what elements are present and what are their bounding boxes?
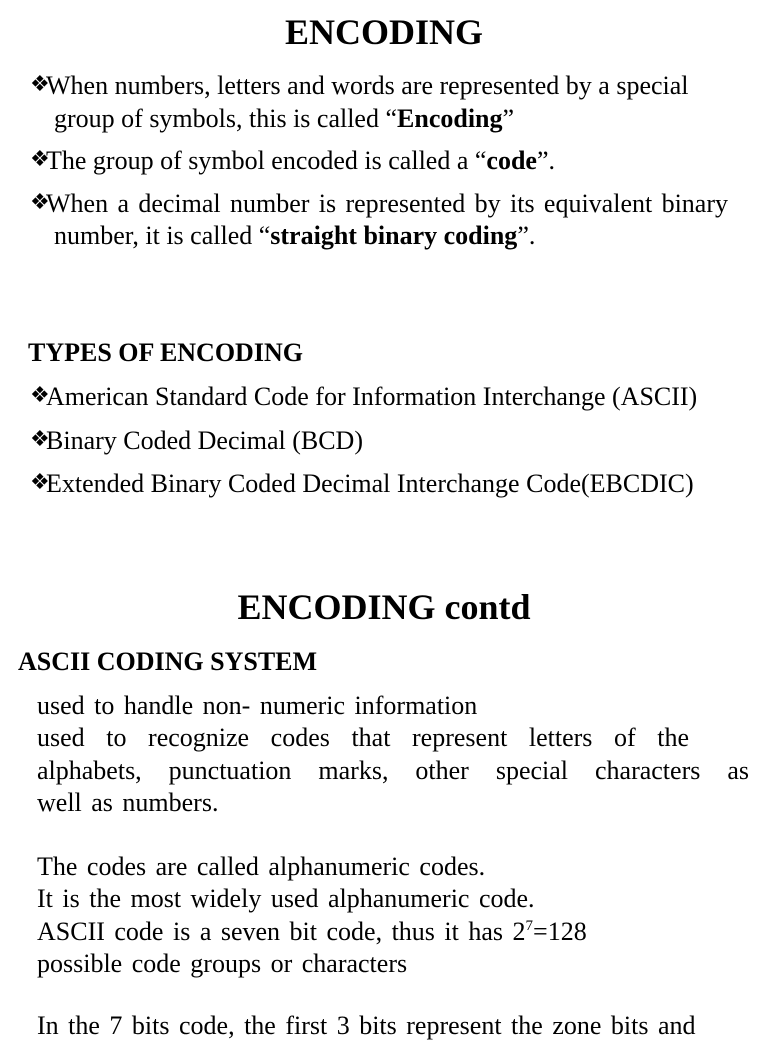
bullet-text: Extended Binary Coded Decimal Interchange Code(EBCDIC) — [46, 469, 694, 498]
list-item — [28, 468, 728, 501]
types-of-encoding-heading: TYPES OF ENCODING — [28, 338, 303, 367]
diamond-bullet-icon: ❖ — [30, 469, 50, 494]
paragraph-line: It is the most widely used alphanumeric code. — [37, 884, 535, 914]
list-item — [28, 70, 728, 135]
list-item — [28, 188, 728, 253]
diamond-bullet-icon: ❖ — [30, 71, 50, 96]
diamond-bullet-icon: ❖ — [30, 188, 50, 214]
paragraph-line: ASCII code is a seven bit code, thus it has $2^7=128$ — [37, 916, 587, 946]
slide-title-encoding-contd: ENCODING contd — [237, 587, 531, 627]
paragraph-line: used to handle non- numeric information — [37, 691, 478, 720]
encoding-definition-list — [28, 70, 728, 263]
list-item — [28, 145, 728, 178]
encoding-types-list — [28, 381, 728, 511]
paragraph-line: used to recognize codes that represent letters of the — [37, 723, 689, 753]
slide-title-encoding: ENCODING — [284, 12, 484, 52]
bullet-text: When numbers, letters and words are represented by a special group of symbols, this is called “Encoding” — [46, 71, 689, 133]
ascii-usage-paragraph — [37, 690, 749, 819]
bullet-text: Binary Coded Decimal (BCD) — [46, 425, 363, 455]
paragraph-line: The codes are called alphanumeric codes. — [37, 852, 486, 881]
paragraph-line: In the 7 bits code, the first 3 bits represent the zone bits and — [37, 1011, 696, 1040]
paragraph-line: possible code groups or characters — [37, 948, 408, 978]
paragraph-line: well as numbers. — [37, 787, 219, 817]
diamond-bullet-icon: ❖ — [30, 146, 50, 171]
paragraph-line: alphabets, punctuation marks, other special characters as — [37, 755, 749, 785]
diamond-bullet-icon: ❖ — [30, 425, 50, 451]
ascii-coding-system-heading: ASCII CODING SYSTEM — [18, 647, 318, 676]
alphanumeric-code-paragraph — [37, 851, 749, 980]
bullet-text: When a decimal number is represented by its equivalent binary number, it is called “straight binary coding”. — [46, 188, 728, 250]
bullet-text: American Standard Code for Information Interchange (ASCII) — [46, 382, 698, 411]
seven-bit-code-paragraph — [37, 1010, 749, 1042]
bullet-text: The group of symbol encoded is called a “code”. — [46, 146, 556, 175]
list-item — [28, 425, 728, 458]
diamond-bullet-icon: ❖ — [30, 382, 50, 407]
list-item — [28, 381, 728, 414]
